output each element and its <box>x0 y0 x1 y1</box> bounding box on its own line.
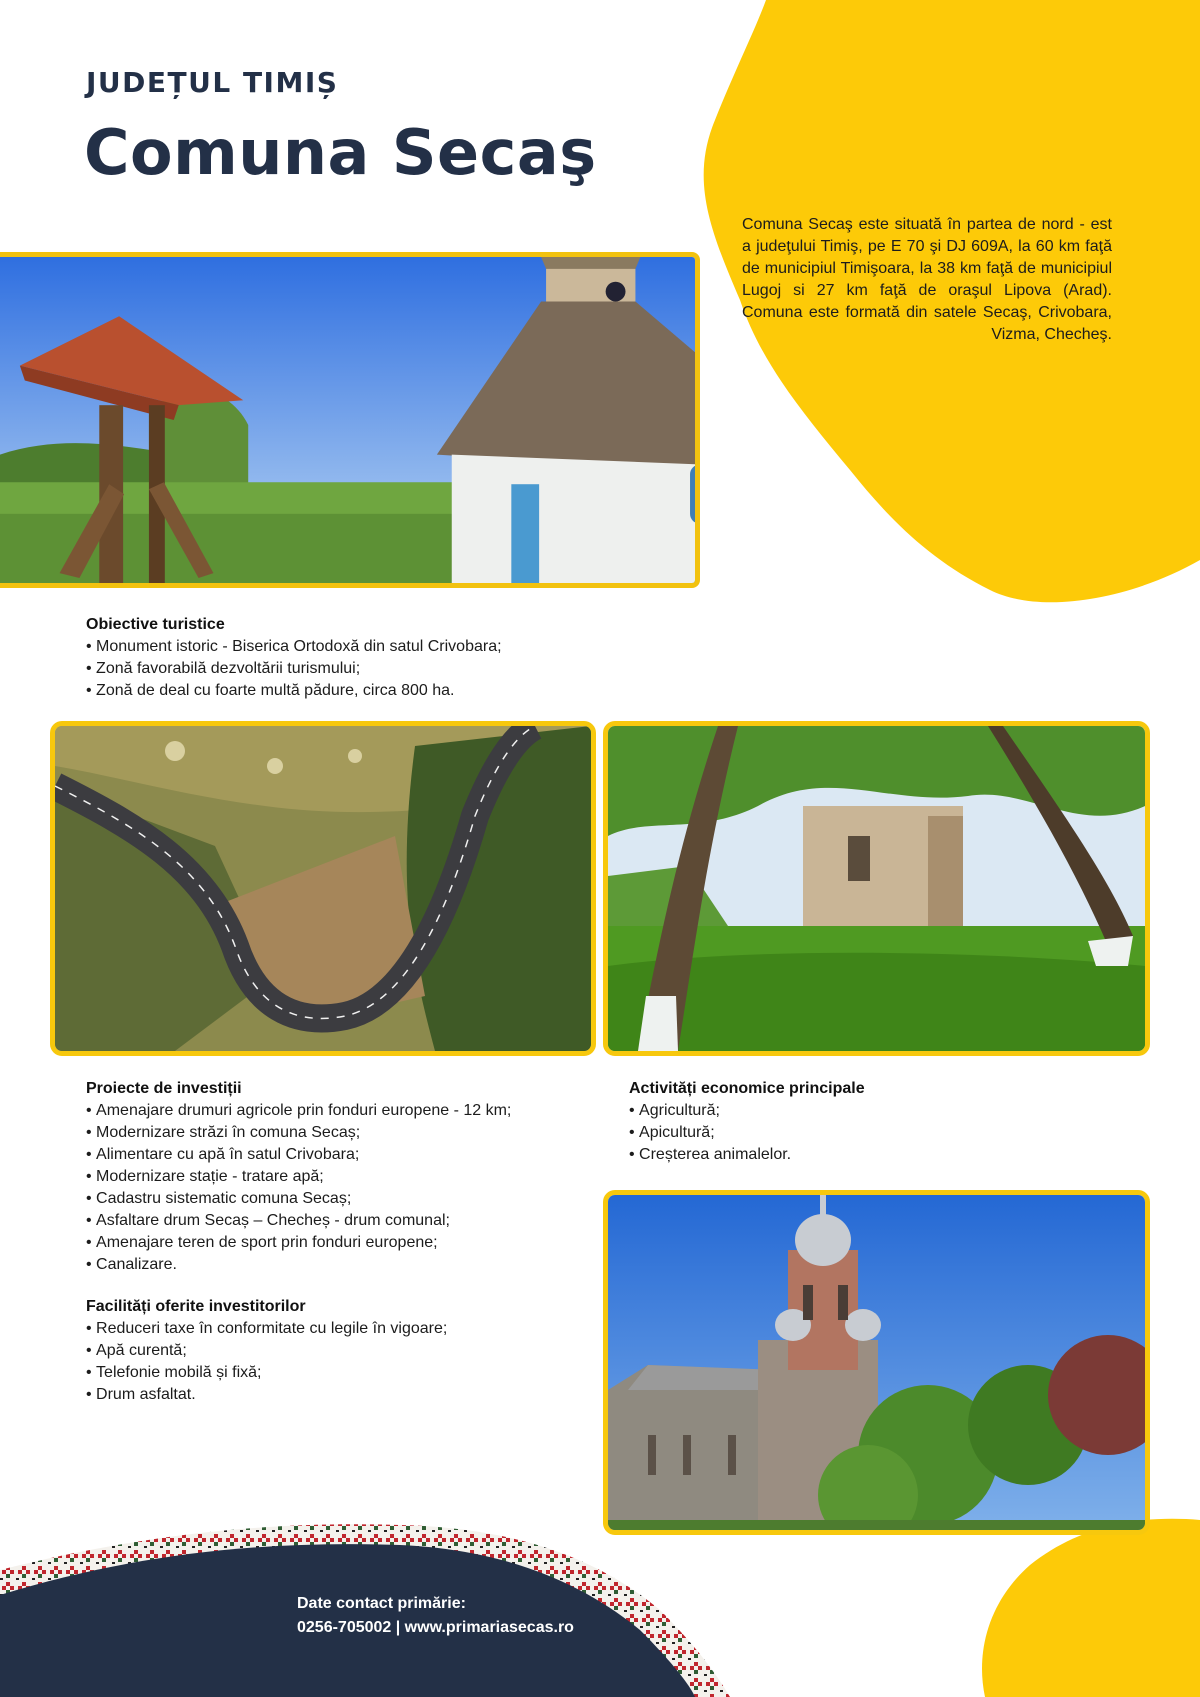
tourism-list <box>86 636 786 702</box>
list-item: • Apicultură; <box>629 1122 1129 1144</box>
list-item: • Monument istoric - Biserica Ortodoxă din satul Crivobara; <box>86 636 786 658</box>
list-item: • Amenajare drumuri agricole prin fonduri europene - 12 km; <box>86 1100 626 1122</box>
list-item: • Zonă de deal cu foarte multă pădure, circa 800 ha. <box>86 680 786 702</box>
list-item: • Modernizare străzi în comuna Secaș; <box>86 1122 626 1144</box>
old-tower-photo <box>603 721 1150 1056</box>
list-item: • Apă curentă; <box>86 1340 626 1362</box>
page-title: Comuna Secaş <box>84 116 597 189</box>
intro-text: Comuna Secaş este situată în partea de nord - est a judeţului Timiş, pe E 70 şi DJ 609A, la 60 km faţă de municipiul Timişoara, la 38 km faţă de municipiul Lugoj si 27 km faţă de oraşul Lipova (Arad). Comuna este formată din satele Secaş, Crivobara, Vizma, Checheş. <box>742 216 1112 343</box>
list-item: • Amenajare teren de sport prin fonduri europene; <box>86 1232 626 1254</box>
list-item: • Zonă favorabilă dezvoltării turismului; <box>86 658 786 680</box>
tourism-heading: Obiective turistice <box>86 616 225 633</box>
contact-label: Date contact primărie: <box>297 1595 466 1612</box>
facilities-section <box>86 1296 626 1406</box>
investments-section <box>86 1078 626 1276</box>
tourism-section <box>86 614 786 702</box>
list-item: • Telefonie mobilă și fixă; <box>86 1362 626 1384</box>
list-item: • Asfaltare drum Secaș – Checheș - drum comunal; <box>86 1210 626 1232</box>
list-item: • Agricultură; <box>629 1100 1129 1122</box>
facilities-list <box>86 1318 626 1406</box>
county-label: JUDEȚUL TIMIȘ <box>86 66 339 99</box>
economy-section <box>629 1078 1129 1166</box>
facilities-heading: Facilități oferite investitorilor <box>86 1298 306 1315</box>
list-item: • Drum asfaltat. <box>86 1384 626 1406</box>
list-item: • Modernizare stație - tratare apă; <box>86 1166 626 1188</box>
list-item: • Reduceri taxe în conformitate cu legile în vigoare; <box>86 1318 626 1340</box>
contact-block <box>297 1592 574 1640</box>
road-aerial-photo <box>50 721 596 1056</box>
economy-heading: Activități economice principale <box>629 1080 865 1097</box>
list-item: • Canalizare. <box>86 1254 626 1276</box>
list-item: • Creșterea animalelor. <box>629 1144 1129 1166</box>
orthodox-church-photo <box>603 1190 1150 1535</box>
economy-list <box>629 1100 1129 1166</box>
hero-photo-chapel <box>0 252 700 588</box>
investments-heading: Proiecte de investiții <box>86 1080 242 1097</box>
list-item: • Alimentare cu apă în satul Crivobara; <box>86 1144 626 1166</box>
list-item: • Cadastru sistematic comuna Secaș; <box>86 1188 626 1210</box>
contact-details: 0256-705002 | www.primariasecas.ro <box>297 1619 574 1636</box>
investments-list <box>86 1100 626 1276</box>
